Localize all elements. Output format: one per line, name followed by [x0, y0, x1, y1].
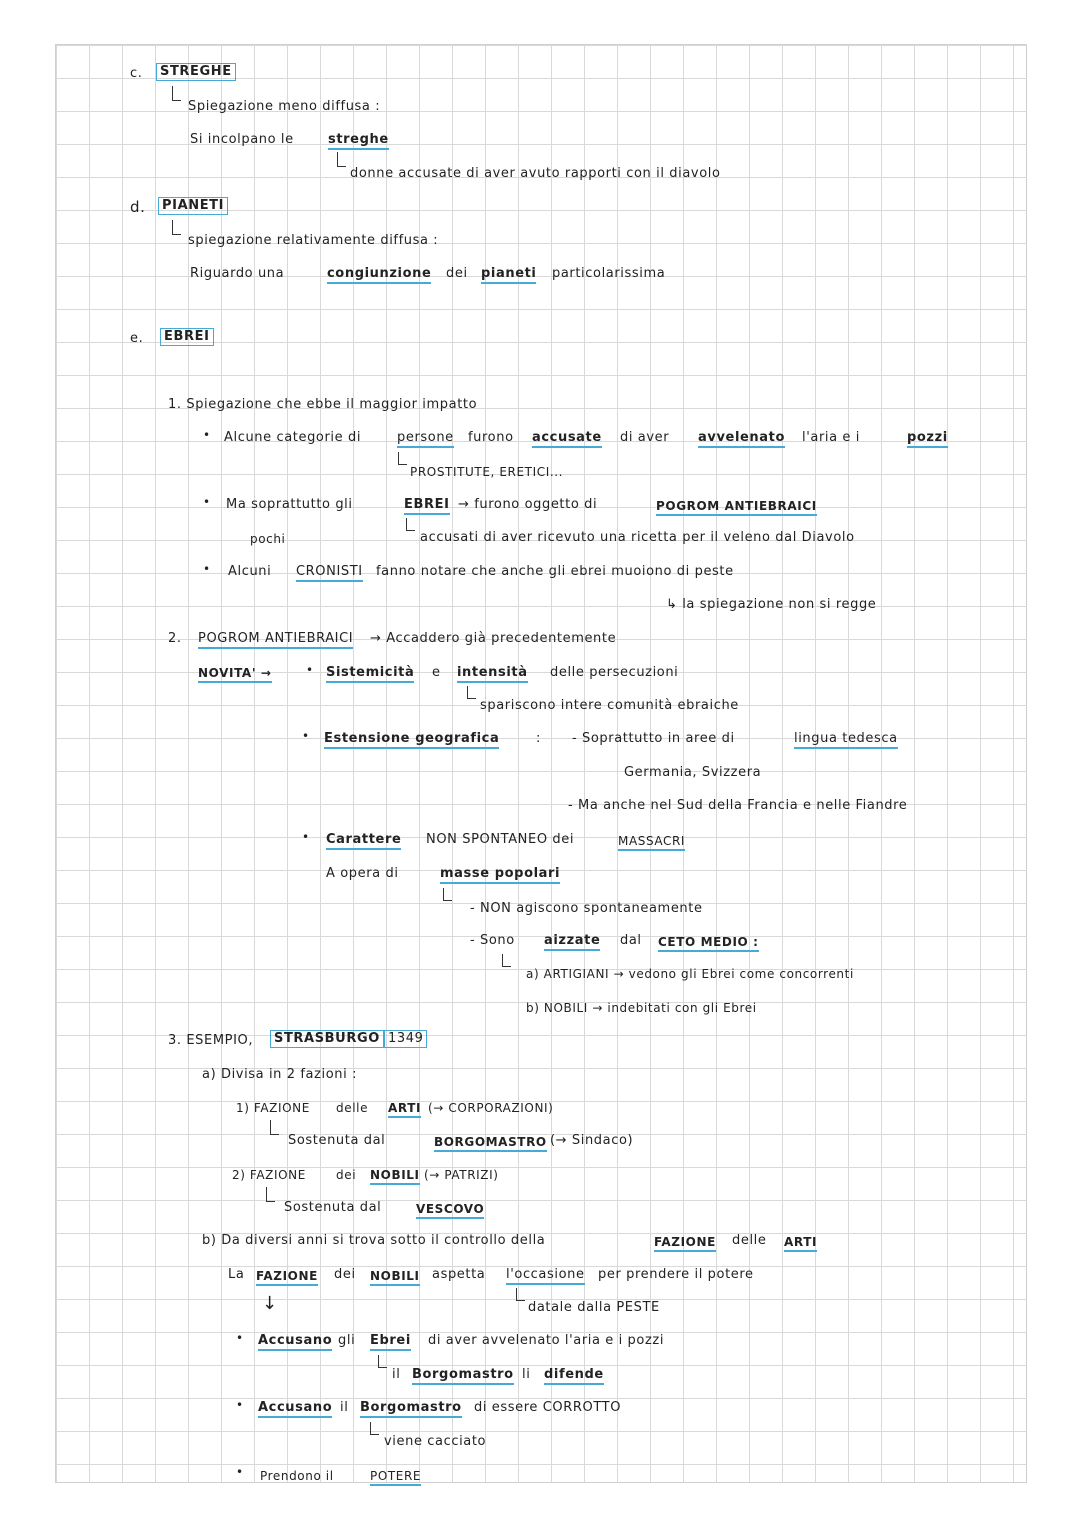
section-e-letter: e.	[130, 331, 144, 346]
s3-b2f: l'occasione	[506, 1267, 585, 1285]
s3-b2a: La	[228, 1267, 245, 1282]
s1-b2sub: accusati di aver ricevuto una ricetta per il veleno dal Diavolo	[420, 530, 855, 545]
bullet-icon: •	[236, 1465, 244, 1479]
s1-b2c: → furono oggetto di	[458, 497, 598, 512]
s1-b2b: EBREI	[404, 497, 450, 515]
d-line2a: Riguardo una	[190, 266, 285, 281]
s3-b1b: FAZIONE	[654, 1234, 716, 1252]
section-d-letter: d.	[130, 198, 146, 216]
s3-b2c: dei	[334, 1267, 356, 1282]
s2-p2e: Germania, Svizzera	[624, 765, 762, 780]
s2-p3e: masse popolari	[440, 866, 560, 884]
c-line2a: Si incolpano le	[190, 132, 294, 147]
s2-novita: NOVITA' →	[198, 665, 272, 683]
s1-pochi: pochi	[250, 532, 286, 546]
s2-p1d: delle persecuzioni	[550, 665, 679, 680]
s3-a2sub-a: Sostenuta dal	[284, 1200, 382, 1215]
s3-c1sub-c: li	[522, 1367, 531, 1382]
s2-p3k: a) ARTIGIANI → vedono gli Ebrei come concorrenti	[526, 967, 854, 981]
connector-icon	[443, 888, 452, 901]
bullet-icon: •	[203, 428, 211, 442]
s2-p3g: - Sono	[470, 933, 515, 948]
s2-p1sub: spariscono intere comunità ebraiche	[480, 698, 739, 713]
s1-b1c: furono	[468, 430, 514, 445]
s2-p3j: CETO MEDIO :	[658, 934, 759, 952]
bullet-icon: •	[236, 1398, 244, 1412]
section-c-title: STREGHE	[156, 63, 236, 81]
s3-b2b: FAZIONE	[256, 1268, 318, 1286]
s2-p3l: b) NOBILI → indebitati con gli Ebrei	[526, 1001, 757, 1015]
bullet-icon: •	[302, 830, 310, 844]
d-line2e: particolarissima	[552, 266, 666, 281]
s2-p1a: Sistemicità	[326, 665, 414, 683]
s1-b1e: di aver	[620, 430, 670, 445]
s3-c1c: Ebrei	[370, 1333, 411, 1351]
down-arrow-icon: ↓	[262, 1293, 278, 1314]
s3-a1a: 1) FAZIONE	[236, 1101, 310, 1115]
bullet-icon: •	[203, 562, 211, 576]
s1-b3a: Alcuni	[228, 564, 272, 579]
bullet-icon: •	[302, 729, 310, 743]
s1-b1b: persone	[397, 430, 454, 448]
s3-c1b: gli	[338, 1333, 356, 1348]
connector-icon	[370, 1422, 379, 1435]
s3-a1b: delle	[336, 1101, 369, 1115]
connector-icon	[398, 452, 407, 465]
s1-b1a: Alcune categorie di	[224, 430, 362, 445]
s2-p3d: A opera di	[326, 866, 399, 881]
bullet-icon: •	[203, 495, 211, 509]
s3-a2d: (→ PATRIZI)	[424, 1168, 499, 1182]
s3-c3a: Prendono il	[260, 1469, 334, 1483]
s3-c1d: di aver avvelenato l'aria e i pozzi	[428, 1333, 665, 1348]
s3-c1sub-a: il	[392, 1367, 401, 1382]
s3-b1c: delle	[732, 1233, 767, 1248]
s3-a1d: (→ CORPORAZIONI)	[428, 1101, 554, 1115]
connector-icon	[516, 1288, 525, 1301]
section-c-letter: c.	[130, 66, 143, 81]
s2-p1b: e	[432, 665, 441, 680]
s3-b2d: NOBILI	[370, 1268, 420, 1286]
c-line2b: streghe	[328, 132, 389, 150]
s2-p3c: MASSACRI	[618, 833, 685, 851]
s2-p2d: lingua tedesca	[794, 731, 898, 749]
s3-a1sub-b: BORGOMASTRO	[434, 1134, 547, 1152]
connector-icon	[502, 954, 511, 967]
s1-b1h: pozzi	[907, 430, 948, 448]
connector-icon	[172, 220, 181, 235]
s3-a2b: dei	[336, 1168, 357, 1182]
connector-icon	[172, 86, 181, 101]
bullet-icon: •	[236, 1331, 244, 1345]
s3-a2sub-b: VESCOVO	[416, 1201, 484, 1219]
s2-p3f: - NON agiscono spontaneamente	[470, 901, 703, 916]
s1-b3c: fanno notare che anche gli ebrei muoiono di peste	[376, 564, 734, 579]
s3-a1c: ARTI	[388, 1100, 421, 1118]
s3-head-c: 1349	[384, 1030, 427, 1048]
s3-head-b: STRASBURGO	[270, 1030, 384, 1048]
s3-a2c: NOBILI	[370, 1167, 420, 1185]
bullet-icon: •	[306, 663, 314, 677]
s1-b3sub: ↳ la spiegazione non si regge	[666, 597, 877, 612]
d-line1: spiegazione relativamente diffusa :	[188, 233, 439, 248]
s2-p3h: aizzate	[544, 933, 600, 951]
d-line2b: congiunzione	[327, 266, 431, 284]
s1-b1f: avvelenato	[698, 430, 785, 448]
s2-head-num: 2.	[168, 631, 182, 646]
s1-b1g: l'aria e i	[802, 430, 860, 445]
s1-head: 1. Spiegazione che ebbe il maggior impatto	[168, 397, 478, 412]
s2-p1c: intensità	[457, 665, 528, 683]
s2-p3i: dal	[620, 933, 642, 948]
s3-b2sub: datale dalla PESTE	[528, 1300, 660, 1315]
s3-c3b: POTERE	[370, 1468, 421, 1486]
s2-p3a: Carattere	[326, 832, 401, 850]
connector-icon	[270, 1120, 279, 1135]
s3-c2c: Borgomastro	[360, 1400, 462, 1418]
s3-c2sub: viene cacciato	[384, 1434, 487, 1449]
s3-head-a: 3. ESEMPIO,	[168, 1033, 254, 1048]
connector-icon	[337, 152, 346, 167]
s3-a2a: 2) FAZIONE	[232, 1168, 306, 1182]
s3-b2e: aspetta	[432, 1267, 486, 1282]
s3-a1sub-a: Sostenuta dal	[288, 1133, 386, 1148]
s2-p3b: NON SPONTANEO dei	[426, 832, 575, 847]
s3-b1a: b) Da diversi anni si trova sotto il controllo della	[202, 1233, 546, 1248]
s1-b3b: CRONISTI	[296, 564, 363, 582]
s3-c2a: Accusano	[258, 1400, 332, 1418]
connector-icon	[406, 518, 415, 531]
connector-icon	[467, 686, 476, 699]
s2-p2f: - Ma anche nel Sud della Francia e nelle Fiandre	[568, 798, 908, 813]
s3-c2d: di essere CORROTTO	[474, 1400, 622, 1415]
connector-icon	[378, 1355, 387, 1368]
connector-icon	[266, 1187, 275, 1202]
s2-p2b: :	[536, 731, 541, 746]
d-line2c: dei	[446, 266, 468, 281]
d-line2d: pianeti	[481, 266, 536, 284]
c-line1: Spiegazione meno diffusa :	[188, 99, 381, 114]
s2-p2c: - Soprattutto in aree di	[572, 731, 735, 746]
s2-head-note: → Accaddero già precedentemente	[370, 631, 617, 646]
s1-b2a: Ma soprattutto gli	[226, 497, 353, 512]
c-line3: donne accusate di aver avuto rapporti con il diavolo	[350, 166, 721, 181]
s1-b1d: accusate	[532, 430, 602, 448]
s3-c2b: il	[340, 1400, 349, 1415]
s2-p2a: Estensione geografica	[324, 731, 499, 749]
s1-b1sub: PROSTITUTE, ERETICI...	[410, 465, 564, 479]
s3-a1sub-c: (→ Sindaco)	[550, 1133, 634, 1148]
s3-c1sub-b: Borgomastro	[412, 1367, 514, 1385]
s3-c1a: Accusano	[258, 1333, 332, 1351]
s3-c1sub-d: difende	[544, 1367, 604, 1385]
s3-a: a) Divisa in 2 fazioni :	[202, 1067, 358, 1082]
s1-b2d: POGROM ANTIEBRAICI	[656, 498, 817, 516]
s3-b1d: ARTI	[784, 1234, 817, 1252]
section-d-title: PIANETI	[158, 197, 228, 215]
s3-b2g: per prendere il potere	[598, 1267, 754, 1282]
s2-head-title: POGROM ANTIEBRAICI	[198, 631, 353, 649]
section-e-title: EBREI	[160, 328, 214, 346]
